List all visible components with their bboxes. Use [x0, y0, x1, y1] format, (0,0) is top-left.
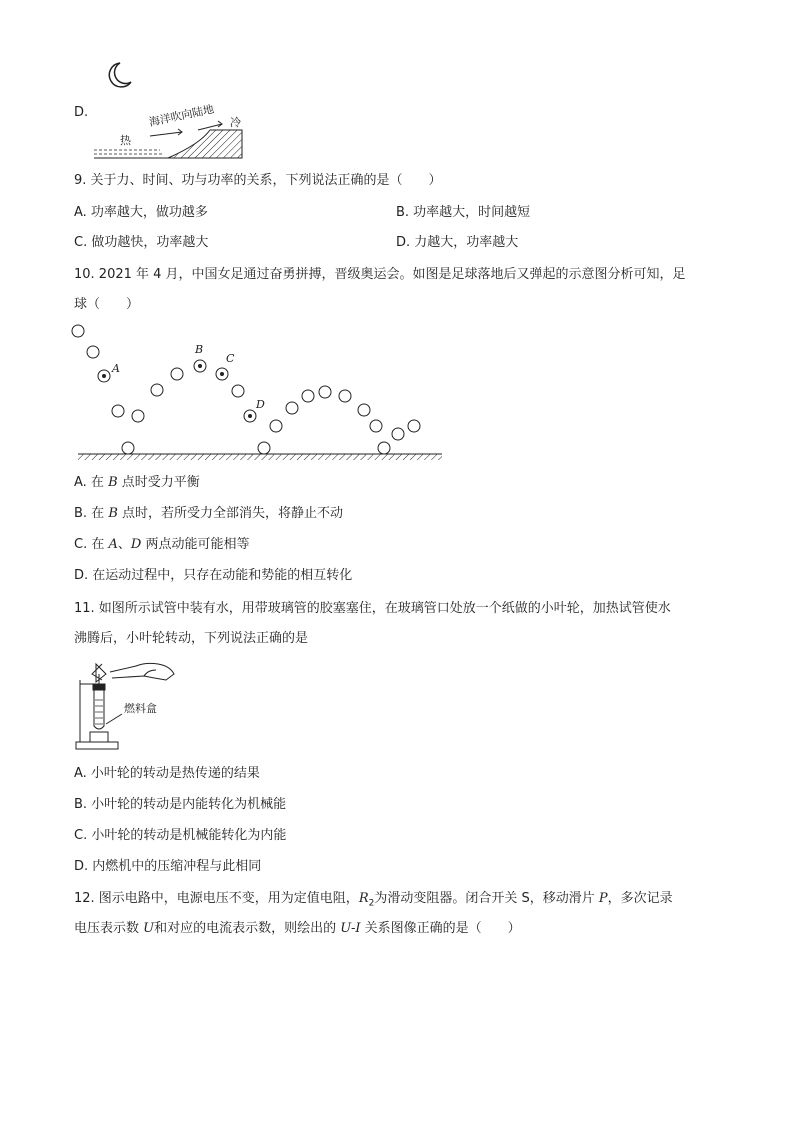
- q10-option-a[interactable]: A. 在 B 点时受力平衡: [74, 475, 200, 490]
- q12-stem-line1: 12. 图示电路中，电源电压不变，用为定值电阻，$R_2$为滑动变阻器。闭合开关 S，移动滑片 P，多次记录: [74, 891, 673, 909]
- cold-label: 冷: [230, 116, 241, 129]
- label-a: A: [112, 362, 120, 375]
- q10-stem-line2: 球（ ）: [74, 297, 140, 312]
- q12-stem-line2: 电压表示数 U和对应的电流表示数，则绘出的 U-I 关系图像正确的是（ ）: [74, 921, 521, 936]
- q9-stem: 9. 关于力、时间、功与功率的关系，下列说法正确的是（ ）: [74, 173, 442, 188]
- q11-option-b[interactable]: B. 小叶轮的转动是内能转化为机械能: [74, 797, 287, 812]
- q11-option-a[interactable]: A. 小叶轮的转动是热传递的结果: [74, 766, 260, 781]
- q8-option-d-label: D.: [74, 105, 89, 120]
- q9-option-d[interactable]: D. 力越大，功率越大: [396, 235, 519, 250]
- q10-option-d[interactable]: D. 在运动过程中，只存在动能和势能的相互转化: [74, 568, 353, 583]
- q11-stem-line1: 11. 如图所示试管中装有水，用带玻璃管的胶塞塞住，在玻璃管口处放一个纸做的小叶轮，加热试管使水: [74, 601, 671, 616]
- fuel-box-label: 燃料盒: [124, 702, 157, 715]
- ball-positions: [72, 325, 420, 454]
- test-tube-figure: [74, 660, 184, 752]
- q11-option-c[interactable]: C. 小叶轮的转动是机械能转化为内能: [74, 828, 287, 843]
- q10-option-b[interactable]: B. 在 B 点时，若所受力全部消失，将静止不动: [74, 506, 344, 521]
- ground: [78, 454, 442, 460]
- q10-option-c[interactable]: C. 在 A、D 两点动能可能相等: [74, 537, 250, 552]
- q11-option-d[interactable]: D. 内燃机中的压缩冲程与此相同: [74, 859, 262, 874]
- q10-stem-line1: 10. 2021 年 4 月，中国女足通过奋勇拼搏，晋级奥运会。如图是足球落地后又弹起的示意图分析可知，足: [74, 267, 686, 282]
- q9-option-a[interactable]: A. 功率越大，做功越多: [74, 205, 208, 220]
- label-d: D: [256, 398, 265, 411]
- q11-stem-line2: 沸腾后，小叶轮转动，下列说法正确的是: [74, 631, 309, 646]
- wind-label: 海洋吹向陆地: [147, 102, 216, 129]
- hot-label: 热: [120, 134, 131, 147]
- label-b: B: [195, 343, 204, 356]
- football-bounce-figure: [0, 0, 794, 470]
- label-c: C: [226, 352, 235, 365]
- q9-option-b[interactable]: B. 功率越大，时间越短: [396, 205, 531, 220]
- q9-option-c[interactable]: C. 做功越快，功率越大: [74, 235, 209, 250]
